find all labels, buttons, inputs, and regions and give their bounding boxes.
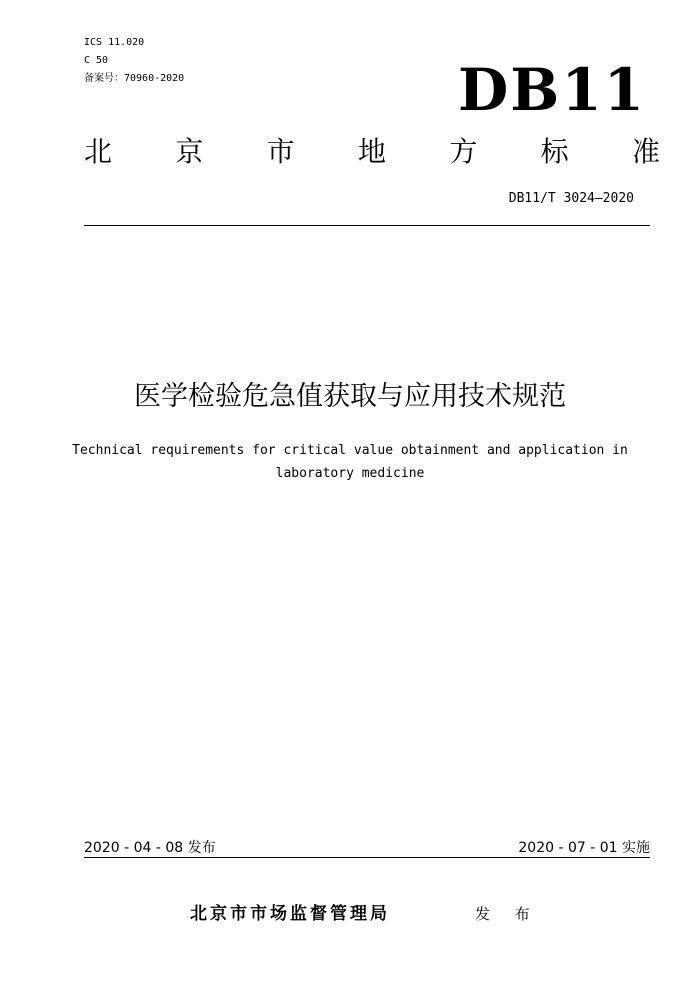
standard-logo: DB11 [458, 56, 647, 124]
document-title-english-line2: laboratory medicine [275, 466, 425, 481]
standard-number: DB11/T 3024—2020 [508, 191, 634, 206]
standard-type-char: 标 [540, 135, 569, 168]
standard-type-char: 京 [175, 135, 204, 168]
standard-type-char: 方 [449, 135, 478, 168]
footer-divider [84, 857, 650, 858]
header-divider [84, 225, 650, 226]
ics-code: ICS 11.020 [84, 37, 145, 48]
ccs-code: C 50 [84, 55, 109, 66]
standard-type [84, 132, 660, 172]
issuing-authority: 北京市市场监督管理局 [190, 904, 390, 924]
document-title-chinese: 医学检验危急值获取与应用技术规范 [134, 381, 566, 412]
standard-type-char: 准 [631, 135, 660, 168]
issue-label: 发 布 [475, 905, 540, 923]
filing-number: 备案号：70960-2020 [84, 73, 185, 84]
standard-type-char: 地 [357, 135, 386, 168]
standard-type-char: 北 [84, 135, 113, 168]
standard-type-char: 市 [266, 135, 295, 168]
issue-date: 2020 - 04 - 08 发布 [84, 840, 216, 856]
implementation-date: 2020 - 07 - 01 实施 [518, 840, 650, 856]
document-title-english-line1: Technical requirements for critical value obtainment and application in [72, 443, 628, 458]
